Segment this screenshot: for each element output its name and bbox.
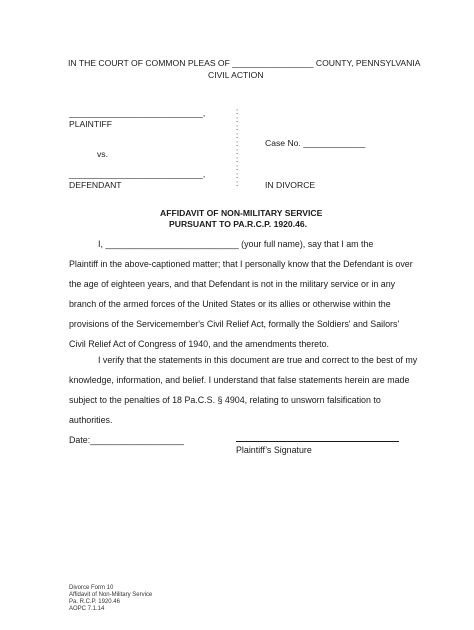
date-field: Date:___________________ [69,435,184,445]
defendant-name-line: ____________________________, [69,169,206,179]
caption-colon: : [236,171,239,180]
plaintiff-label: PLAINTIFF [69,119,112,129]
caption-colon: : [236,163,239,172]
civil-action-label: CIVIL ACTION [208,70,264,80]
paragraph-1-line: the age of eighteen years, and that Defendant is not in the military service or in any [69,279,396,289]
paragraph-2-line: authorities. [69,415,113,425]
caption-colon: : [236,123,239,132]
paragraph-1-line: branch of the armed forces of the United States or its allies or otherwise within the [69,299,391,309]
paragraph-1-line: Civil Relief Act of Congress of 1940, and the amendments thereto. [69,339,329,349]
versus-label: vs. [97,149,108,159]
footer-rule: Pa. R.C.P. 1920.46 [69,599,120,605]
footer-form-title: Affidavit of Non-Military Service [69,592,153,598]
court-header: IN THE COURT OF COMMON PLEAS OF _________________ COUNTY, PENNSYLVANIA [68,58,421,68]
paragraph-1-line: I, ___________________________ (your full name), say that I am the [98,239,374,249]
caption-colon: : [236,115,239,124]
caption-colon: : [236,131,239,140]
plaintiff-signature-label: Plaintiff’s Signature [236,445,312,455]
case-number-field: Case No. _____________ [265,138,366,148]
plaintiff-name-line: ____________________________, [69,108,206,118]
paragraph-2-line: I verify that the statements in this document are true and correct to the best of my [98,355,418,365]
caption-colon: : [236,139,239,148]
footer-form-name: Divorce Form 10 [69,585,114,591]
document-subtitle: PURSUANT TO PA.R.C.P. 1920.46. [169,219,308,229]
caption-colon: : [236,107,239,116]
document-title: AFFIDAVIT OF NON-MILITARY SERVICE [160,208,323,218]
caption-colon: : [236,155,239,164]
paragraph-2-line: subject to the penalties of 18 Pa.C.S. § 4904, relating to unsworn falsification to [69,395,381,405]
paragraph-1-line: Plaintiff in the above-captioned matter; that I personally know that the Defendant is over [69,259,413,269]
signature-line [236,441,399,442]
caption-colon: : [236,179,239,188]
paragraph-1-line: provisions of the Servicemember's Civil Relief Act, formally the Soldiers' and Sailors' [69,319,400,329]
in-divorce-label: IN DIVORCE [265,180,316,190]
paragraph-2-line: knowledge, information, and belief. I understand that false statements herein are made [69,375,410,385]
defendant-label: DEFENDANT [69,180,122,190]
footer-aopc-code: AOPC 7.1.14 [69,606,105,612]
caption-colon: : [236,147,239,156]
